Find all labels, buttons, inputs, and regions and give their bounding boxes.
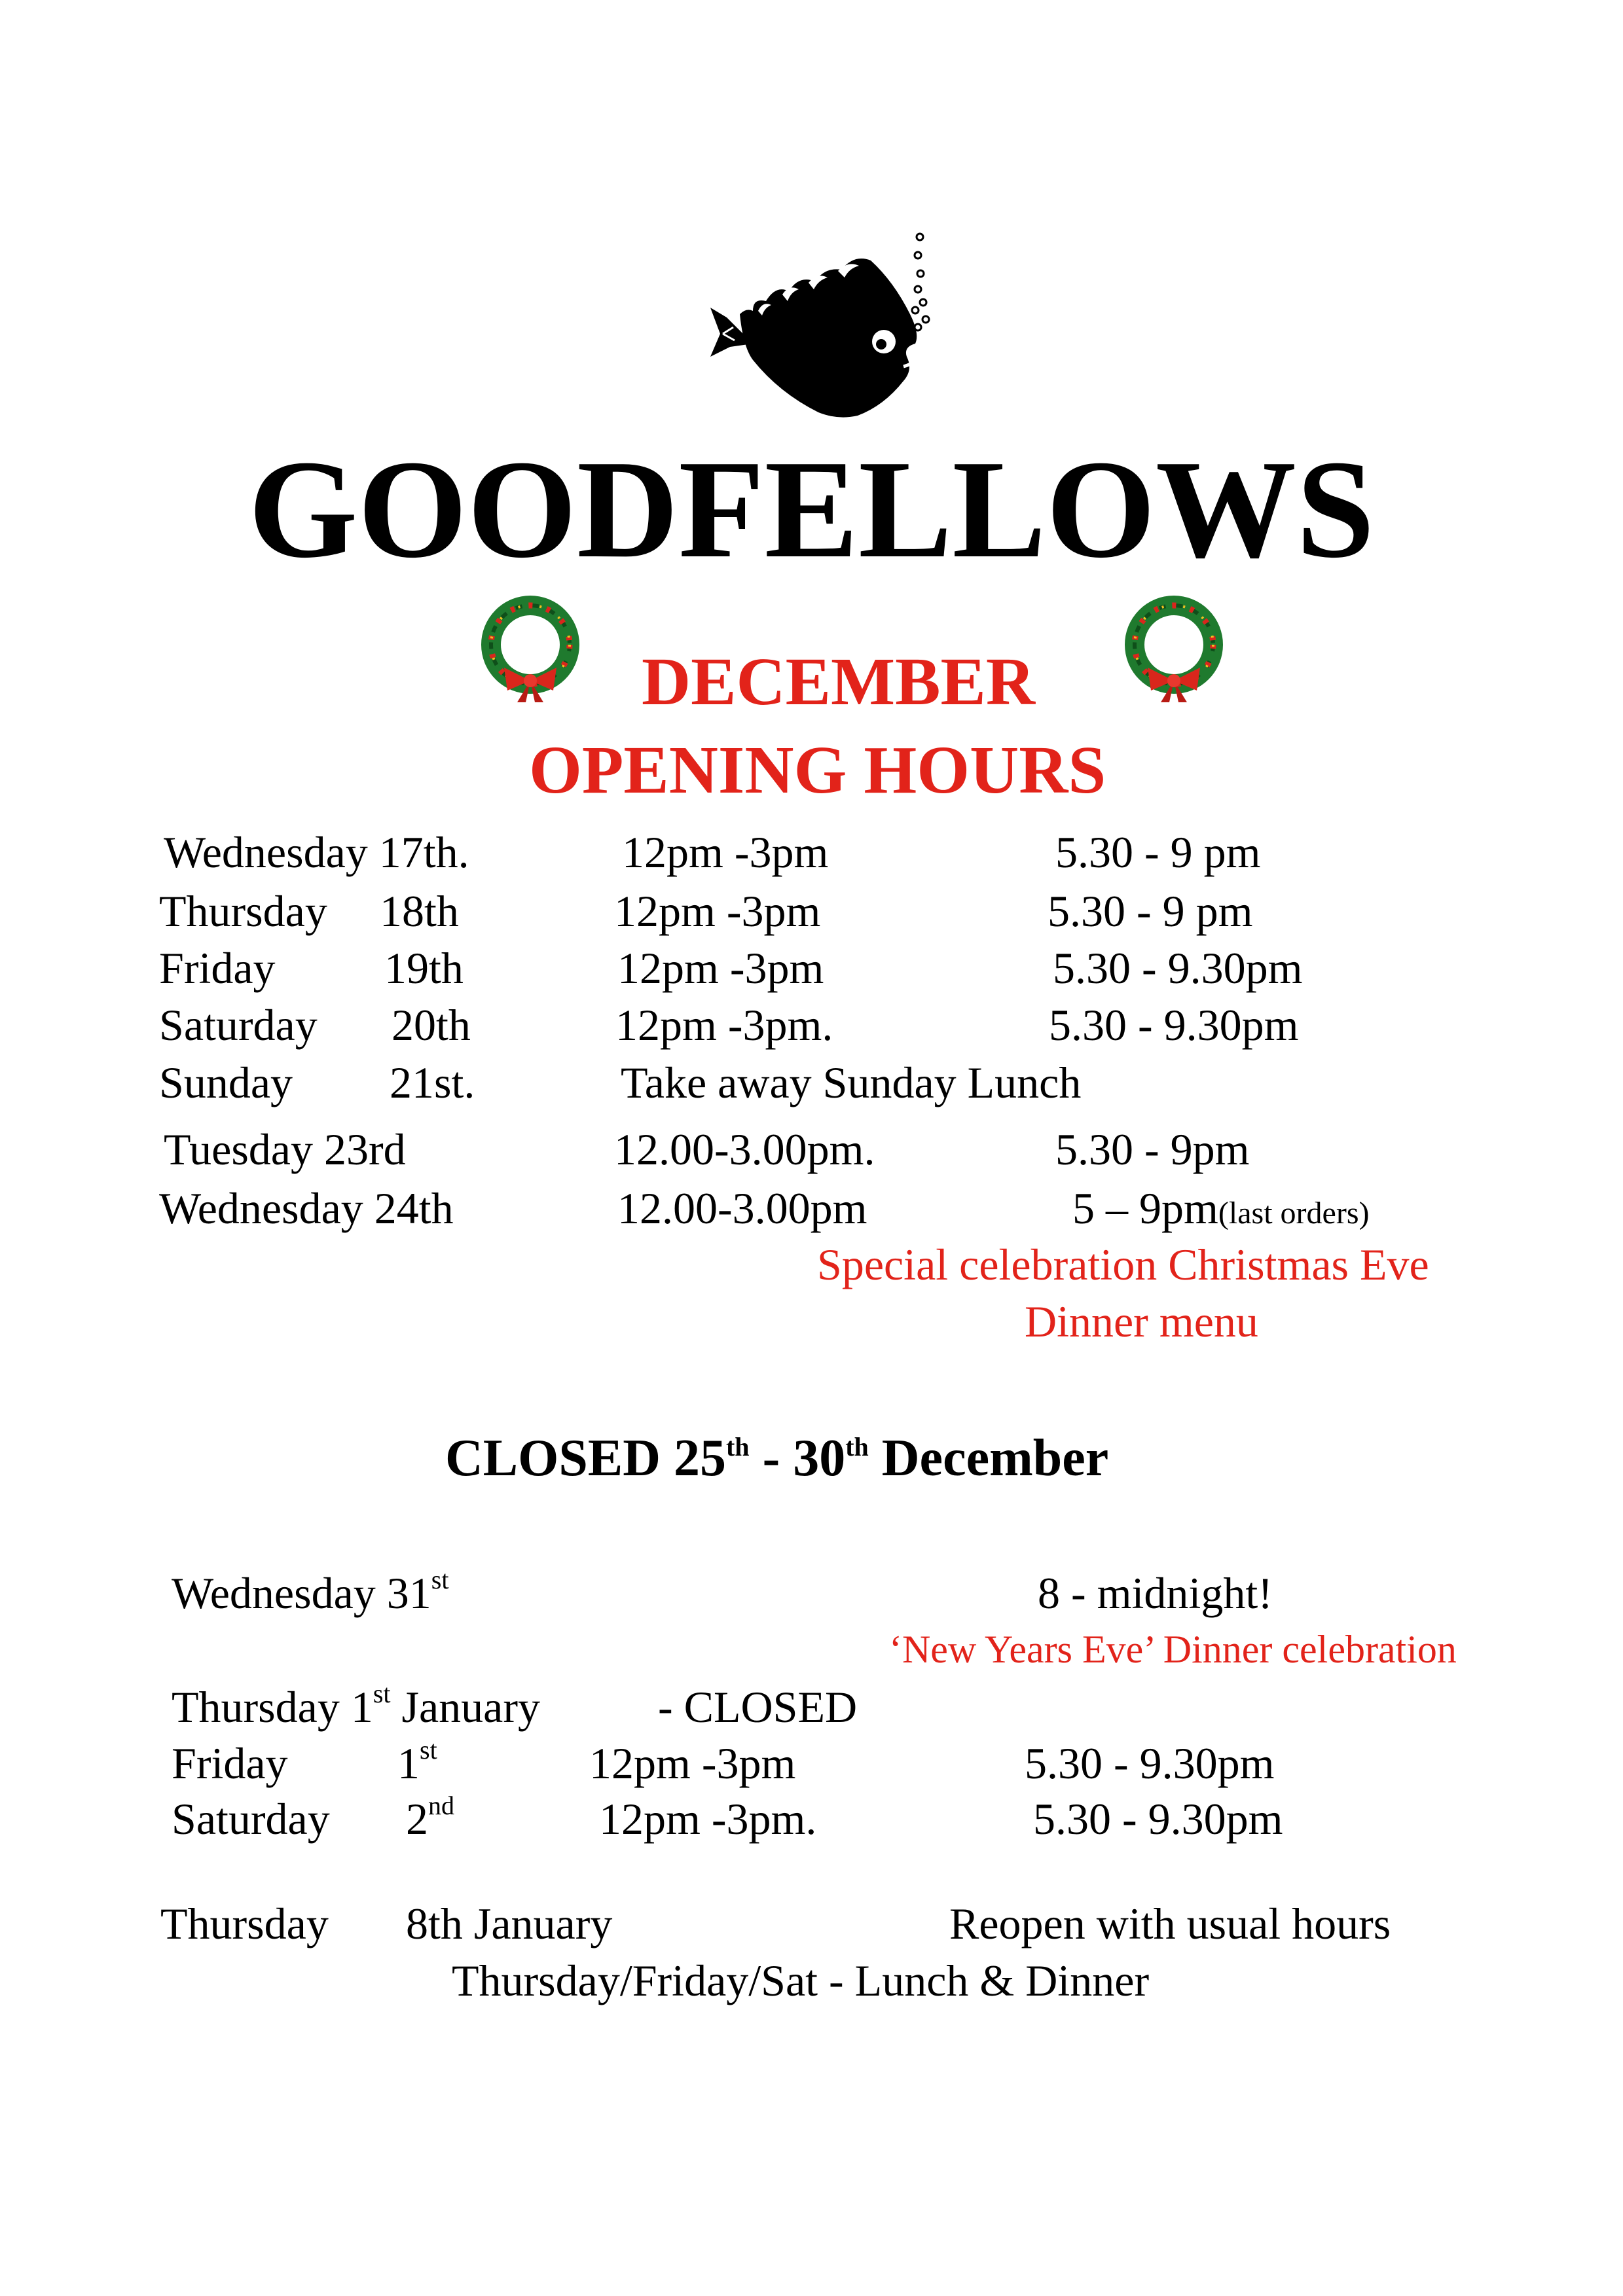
- closed-sup-2: th: [845, 1432, 869, 1462]
- schedule-dinner: 5.30 - 9.30pm: [1025, 1738, 1275, 1788]
- jan1-status: - CLOSED: [658, 1682, 858, 1732]
- heading-opening-hours: OPENING HOURS: [529, 732, 1106, 808]
- closed-sup-1: th: [725, 1432, 750, 1462]
- christmas-eve-note: Special celebration Christmas Eve: [817, 1240, 1429, 1289]
- schedule-dinner: 5.30 - 9.30pm: [1033, 1794, 1283, 1844]
- schedule-lunch: 12pm -3pm: [614, 886, 821, 936]
- jan1-month: January: [390, 1682, 540, 1732]
- schedule-dinner: [1072, 1183, 1370, 1233]
- reopen-text: Reopen with usual hours: [949, 1899, 1391, 1948]
- schedule-lunch: 12pm -3pm: [589, 1738, 796, 1788]
- schedule-date-num: 2: [406, 1794, 428, 1844]
- schedule-date-sup: nd: [428, 1791, 454, 1820]
- schedule-day: Thursday: [159, 886, 327, 936]
- schedule-date: 20th: [392, 1000, 471, 1050]
- schedule-dinner: 5.30 - 9 pm: [1055, 827, 1261, 877]
- christmas-wreath-left-icon: [475, 592, 586, 704]
- nye-note: ‘New Years Eve’ Dinner celebration: [889, 1628, 1457, 1671]
- closed-banner: [445, 1429, 1109, 1487]
- closed-mid: - 30: [749, 1429, 846, 1487]
- nye-day: [172, 1565, 449, 1618]
- schedule-day: Sunday: [159, 1058, 293, 1107]
- nye-time: 8 - midnight!: [1038, 1568, 1273, 1618]
- schedule-dinner: 5.30 - 9 pm: [1048, 886, 1253, 936]
- reopen-day: Thursday: [160, 1899, 329, 1948]
- schedule-lunch: Take away Sunday Lunch: [621, 1058, 1082, 1107]
- schedule-dinner: 5.30 - 9pm: [1055, 1124, 1250, 1174]
- schedule-day: Wednesday 24th: [159, 1183, 454, 1233]
- schedule-dinner: 5.30 - 9.30pm: [1049, 1000, 1299, 1050]
- schedule-date: 19th: [384, 943, 464, 993]
- schedule-lunch: 12pm -3pm.: [599, 1794, 817, 1844]
- schedule-date: [397, 1735, 437, 1788]
- schedule-lunch: 12.00-3.00pm: [617, 1183, 867, 1233]
- schedule-date: 21st.: [390, 1058, 475, 1107]
- reopen-date: 8th January: [406, 1899, 613, 1948]
- schedule-day: Friday: [159, 943, 276, 993]
- schedule-lunch: 12.00-3.00pm.: [614, 1124, 875, 1174]
- jan1-day: [172, 1679, 540, 1732]
- schedule-date-num: 1: [397, 1738, 420, 1788]
- schedule-date-sup: st: [420, 1735, 437, 1765]
- fish-logo-icon: [707, 229, 956, 439]
- christmas-wreath-right-icon: [1118, 592, 1230, 704]
- schedule-lunch: 12pm -3pm: [617, 943, 824, 993]
- christmas-eve-note-menu: Dinner menu: [1025, 1297, 1258, 1346]
- schedule-lunch: 12pm -3pm.: [615, 1000, 833, 1050]
- schedule-day: Saturday: [172, 1794, 330, 1844]
- schedule-day: Tuesday 23rd: [164, 1124, 406, 1174]
- brand-name: GOODFELLOWS: [248, 431, 1375, 587]
- schedule-date: [406, 1791, 454, 1844]
- schedule-day: Saturday: [159, 1000, 318, 1050]
- jan1-day-label: Thursday 1: [172, 1682, 373, 1732]
- reopen-detail: Thursday/Friday/Sat - Lunch & Dinner: [452, 1956, 1150, 2005]
- schedule-date: 18th: [380, 886, 459, 936]
- closed-prefix: CLOSED 25: [445, 1429, 726, 1487]
- closed-suffix: December: [868, 1429, 1109, 1487]
- schedule-day: Friday: [172, 1738, 288, 1788]
- nye-day-sup: st: [431, 1565, 449, 1594]
- schedule-dinner: 5.30 - 9.30pm: [1053, 943, 1303, 993]
- last-orders-note: (last orders): [1218, 1196, 1370, 1230]
- schedule-dinner-time: 5 – 9pm: [1072, 1183, 1218, 1233]
- jan1-sup: st: [373, 1679, 391, 1708]
- schedule-lunch: 12pm -3pm: [622, 827, 829, 877]
- heading-december: DECEMBER: [642, 644, 1035, 719]
- nye-day-label: Wednesday 31: [172, 1568, 431, 1618]
- schedule-day: Wednesday 17th.: [164, 827, 469, 877]
